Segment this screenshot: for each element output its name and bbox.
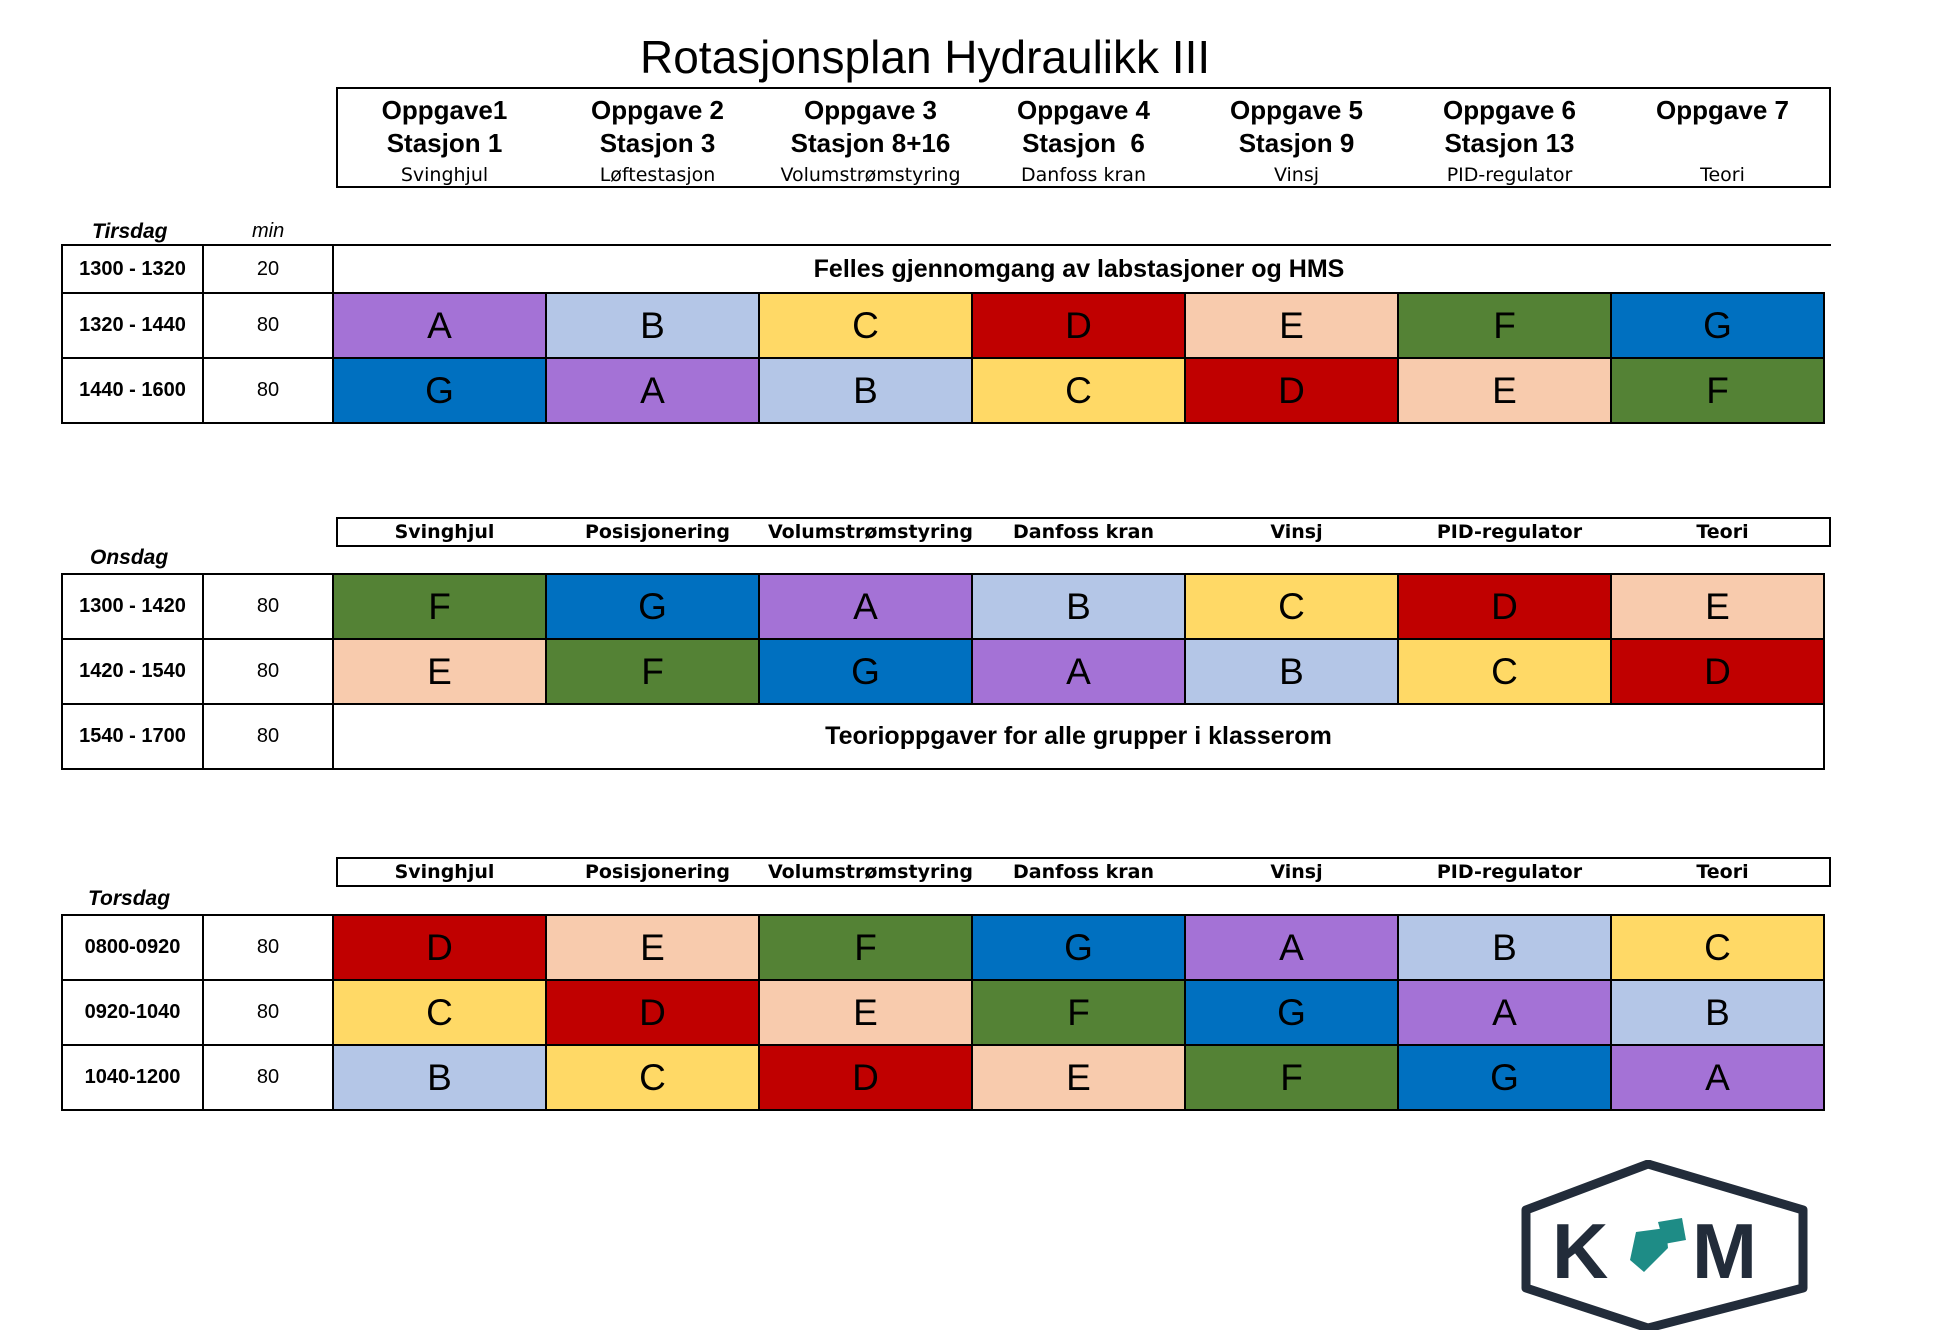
group-cell: C [972,358,1185,423]
task-column-2 [551,89,764,186]
subheader-label: Volumstrømstyring [768,521,973,543]
logo-letter-right: M [1692,1207,1757,1295]
group-cell: F [1611,358,1824,423]
group-cell: C [759,293,972,358]
subheader-label: Vinsj [1270,521,1323,543]
table-row [62,980,1824,1045]
minutes-cell: 80 [203,358,333,423]
page-title: Rotasjonsplan Hydraulikk III [640,31,1211,83]
minutes-cell: 20 [203,245,333,293]
table-row [62,358,1824,423]
group-cell: B [1611,980,1824,1045]
group-cell: F [1398,293,1611,358]
task-name: Oppgave 5 [1230,95,1363,125]
task-subtitle: Vinsj [1273,164,1320,186]
span-cell: Teorioppgaver for alle grupper i klasserom [333,704,1824,769]
time-cell: 1040-1200 [62,1045,203,1110]
group-cell: G [972,915,1185,980]
subheader-label: Svinghjul [394,521,495,543]
subheader-onsdag [336,517,1831,547]
table-row [62,639,1824,704]
group-cell: D [1185,358,1398,423]
task-name: Oppgave 4 [1017,95,1150,125]
day-label-torsdag: Torsdag [88,887,171,910]
km-logo [1518,1160,1818,1330]
time-cell: 1440 - 1600 [62,358,203,423]
subheader-label: Volumstrømstyring [768,861,973,883]
table-row [62,1045,1824,1110]
time-cell: 1420 - 1540 [62,639,203,704]
group-cell: C [333,980,546,1045]
task-name: Oppgave1 [381,95,508,125]
group-cell: D [1611,639,1824,704]
task-station: Stasjon 1 [386,128,503,158]
subheader-label: Danfoss kran [1012,861,1155,883]
group-cell: A [1185,915,1398,980]
task-station: Stasjon 9 [1238,128,1355,158]
schedule-table-tirsdag [61,244,1825,424]
group-cell: A [972,639,1185,704]
task-subtitle: PID-regulator [1446,164,1573,186]
task-name: Oppgave 2 [591,95,724,125]
task-subtitle: Volumstrømstyring [780,164,961,186]
task-name: Oppgave 6 [1443,95,1576,125]
subheader-label: Teori [1696,861,1749,883]
group-cell: B [759,358,972,423]
time-cell: 1300 - 1320 [62,245,203,293]
logo-letter-left: K [1552,1207,1609,1295]
group-cell: E [1398,358,1611,423]
group-cell: D [333,915,546,980]
group-cell: B [972,574,1185,639]
group-cell: A [1398,980,1611,1045]
day-label-tirsdag: Tirsdag [92,220,168,243]
group-cell: B [1185,639,1398,704]
task-column-7 [1616,89,1829,186]
table-row [62,245,1824,293]
group-cell: E [333,639,546,704]
group-cell: E [546,915,759,980]
day-label-onsdag: Onsdag [90,546,169,569]
tasks-header [336,87,1831,188]
subheader-label: Posisjonering [584,521,731,543]
group-cell: E [1611,574,1824,639]
group-cell: C [1611,915,1824,980]
group-cell: A [333,293,546,358]
group-cell: C [1185,574,1398,639]
group-cell: C [546,1045,759,1110]
task-station: Stasjon 6 [1022,128,1145,158]
minutes-cell: 80 [203,574,333,639]
time-cell: 0800-0920 [62,915,203,980]
table-row [62,915,1824,980]
group-cell: A [546,358,759,423]
minutes-cell: 80 [203,1045,333,1110]
schedule-table-torsdag [61,914,1825,1111]
group-cell: A [759,574,972,639]
minutes-cell: 80 [203,293,333,358]
group-cell: F [1185,1045,1398,1110]
minutes-cell: 80 [203,915,333,980]
group-cell: C [1398,639,1611,704]
task-station: Stasjon 3 [599,128,716,158]
subheader-torsdag [336,857,1831,887]
subheader-label: Posisjonering [584,861,731,883]
minutes-cell: 80 [203,980,333,1045]
group-cell: G [1398,1045,1611,1110]
task-column-6 [1403,89,1616,186]
group-cell: E [972,1045,1185,1110]
task-name: Oppgave 3 [804,95,937,125]
group-cell: F [333,574,546,639]
task-name: Oppgave 7 [1656,95,1789,125]
group-cell: E [759,980,972,1045]
task-subtitle: Teori [1700,164,1745,186]
subheader-label: Vinsj [1270,861,1323,883]
group-cell: G [1611,293,1824,358]
group-cell: A [1611,1045,1824,1110]
subheader-label: PID-regulator [1436,521,1583,543]
group-cell: B [1398,915,1611,980]
task-column-3 [764,89,977,186]
table-row [62,704,1824,769]
group-cell: G [546,574,759,639]
group-cell: D [759,1045,972,1110]
group-cell: F [546,639,759,704]
table-row [62,574,1824,639]
time-cell: 1320 - 1440 [62,293,203,358]
task-column-1 [338,89,551,186]
minutes-cell: 80 [203,704,333,769]
span-cell: Felles gjennomgang av labstasjoner og HMS [333,245,1824,293]
group-cell: D [1398,574,1611,639]
task-station: Stasjon 13 [1444,128,1575,158]
group-cell: G [759,639,972,704]
subheader-label: Teori [1696,521,1749,543]
group-cell: E [1185,293,1398,358]
table-row [62,293,1824,358]
group-cell: G [1185,980,1398,1045]
task-subtitle: Svinghjul [400,164,489,186]
task-subtitle: Løftestasjon [599,164,716,186]
task-station: Stasjon 8+16 [790,128,951,158]
group-cell: F [759,915,972,980]
time-cell: 1300 - 1420 [62,574,203,639]
group-cell: D [972,293,1185,358]
subheader-label: Danfoss kran [1012,521,1155,543]
group-cell: F [972,980,1185,1045]
group-cell: G [333,358,546,423]
task-column-4 [977,89,1190,186]
group-cell: B [333,1045,546,1110]
subheader-label: Svinghjul [394,861,495,883]
schedule-table-onsdag [61,573,1825,770]
time-cell: 1540 - 1700 [62,704,203,769]
minutes-cell: 80 [203,639,333,704]
task-column-5 [1190,89,1403,186]
task-subtitle: Danfoss kran [1021,164,1146,186]
time-cell: 0920-1040 [62,980,203,1045]
group-cell: B [546,293,759,358]
subheader-label: PID-regulator [1436,861,1583,883]
group-cell: D [546,980,759,1045]
min-label: min [252,220,285,242]
task-station [1616,127,1829,160]
